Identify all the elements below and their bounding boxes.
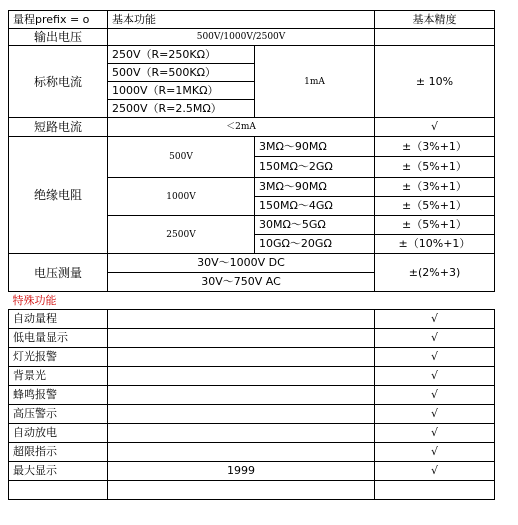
special-value (108, 386, 375, 405)
short-current-value: ＜2mA (108, 118, 375, 137)
nominal-current-item: 500V（R=500KΩ） (108, 64, 255, 82)
empty-cell (9, 481, 108, 500)
empty-cell (375, 481, 495, 500)
nominal-current-row (9, 46, 495, 64)
insulation-accuracy: ±（3%+1） (375, 178, 495, 197)
spec-table (8, 10, 495, 500)
special-title-row (9, 292, 495, 310)
special-check: √ (375, 367, 495, 386)
output-voltage-value: 500V/1000V/2500V (108, 29, 375, 46)
short-current-accuracy: √ (375, 118, 495, 137)
insulation-range: 3MΩ～90MΩ (255, 137, 375, 157)
special-row (9, 310, 495, 329)
special-check: √ (375, 443, 495, 462)
header-function: 基本功能 (108, 11, 375, 29)
insulation-range: 10GΩ～20GΩ (255, 235, 375, 254)
special-row (9, 424, 495, 443)
special-row (9, 462, 495, 481)
insulation-accuracy: ±（5%+1） (375, 197, 495, 216)
insulation-voltage: 500V (108, 137, 255, 178)
short-current-label: 短路电流 (9, 118, 108, 137)
special-value (108, 405, 375, 424)
special-row (9, 443, 495, 462)
insulation-accuracy: ±（3%+1） (375, 137, 495, 157)
special-row (9, 348, 495, 367)
special-value: 1999 (108, 462, 375, 481)
voltage-measure-accuracy: ±(2%+3) (375, 254, 495, 292)
output-voltage-row (9, 29, 495, 46)
insulation-accuracy: ±（5%+1） (375, 157, 495, 178)
nominal-current-item: 250V（R=250KΩ） (108, 46, 255, 64)
voltage-measure-ac: 30V～750V AC (108, 273, 375, 292)
special-label: 背景光 (9, 367, 108, 386)
special-row (9, 329, 495, 348)
special-check: √ (375, 405, 495, 424)
special-value (108, 367, 375, 386)
special-row (9, 405, 495, 424)
output-voltage-accuracy (375, 29, 495, 46)
insulation-range: 150MΩ～4GΩ (255, 197, 375, 216)
header-accuracy: 基本精度 (375, 11, 495, 29)
voltage-measure-label: 电压测量 (9, 254, 108, 292)
special-value (108, 443, 375, 462)
special-check: √ (375, 310, 495, 329)
special-label: 蜂鸣报警 (9, 386, 108, 405)
header-row (9, 11, 495, 29)
voltage-measure-row (9, 254, 495, 273)
special-title: 特殊功能 (9, 292, 495, 310)
special-check: √ (375, 462, 495, 481)
insulation-accuracy: ±（10%+1） (375, 235, 495, 254)
special-empty-row (9, 481, 495, 500)
special-check: √ (375, 424, 495, 443)
special-check: √ (375, 348, 495, 367)
spec-table-wrapper (8, 10, 495, 500)
nominal-current-value: 1mA (255, 46, 375, 118)
special-label: 自动量程 (9, 310, 108, 329)
nominal-current-item: 1000V（R=1MKΩ） (108, 82, 255, 100)
insulation-voltage: 1000V (108, 178, 255, 216)
special-row (9, 386, 495, 405)
special-label: 高压警示 (9, 405, 108, 424)
special-value (108, 424, 375, 443)
insulation-range: 3MΩ～90MΩ (255, 178, 375, 197)
special-value (108, 348, 375, 367)
special-check: √ (375, 329, 495, 348)
insulation-range: 30MΩ～5GΩ (255, 216, 375, 235)
insulation-range: 150MΩ～2GΩ (255, 157, 375, 178)
insulation-voltage: 2500V (108, 216, 255, 254)
voltage-measure-dc: 30V～1000V DC (108, 254, 375, 273)
special-label: 低电量显示 (9, 329, 108, 348)
special-value (108, 329, 375, 348)
special-label: 自动放电 (9, 424, 108, 443)
nominal-current-item: 2500V（R=2.5MΩ） (108, 100, 255, 118)
special-label: 灯光报警 (9, 348, 108, 367)
special-label: 最大显示 (9, 462, 108, 481)
output-voltage-label: 输出电压 (9, 29, 108, 46)
insulation-accuracy: ±（5%+1） (375, 216, 495, 235)
header-range: 量程prefix = o (9, 11, 108, 29)
empty-cell (108, 481, 375, 500)
short-current-row (9, 118, 495, 137)
nominal-current-accuracy: ± 10% (375, 46, 495, 118)
special-value (108, 310, 375, 329)
special-label: 超限指示 (9, 443, 108, 462)
special-check: √ (375, 386, 495, 405)
insulation-label: 绝缘电阻 (9, 137, 108, 254)
nominal-current-label: 标称电流 (9, 46, 108, 118)
special-row (9, 367, 495, 386)
insulation-row (9, 137, 495, 157)
